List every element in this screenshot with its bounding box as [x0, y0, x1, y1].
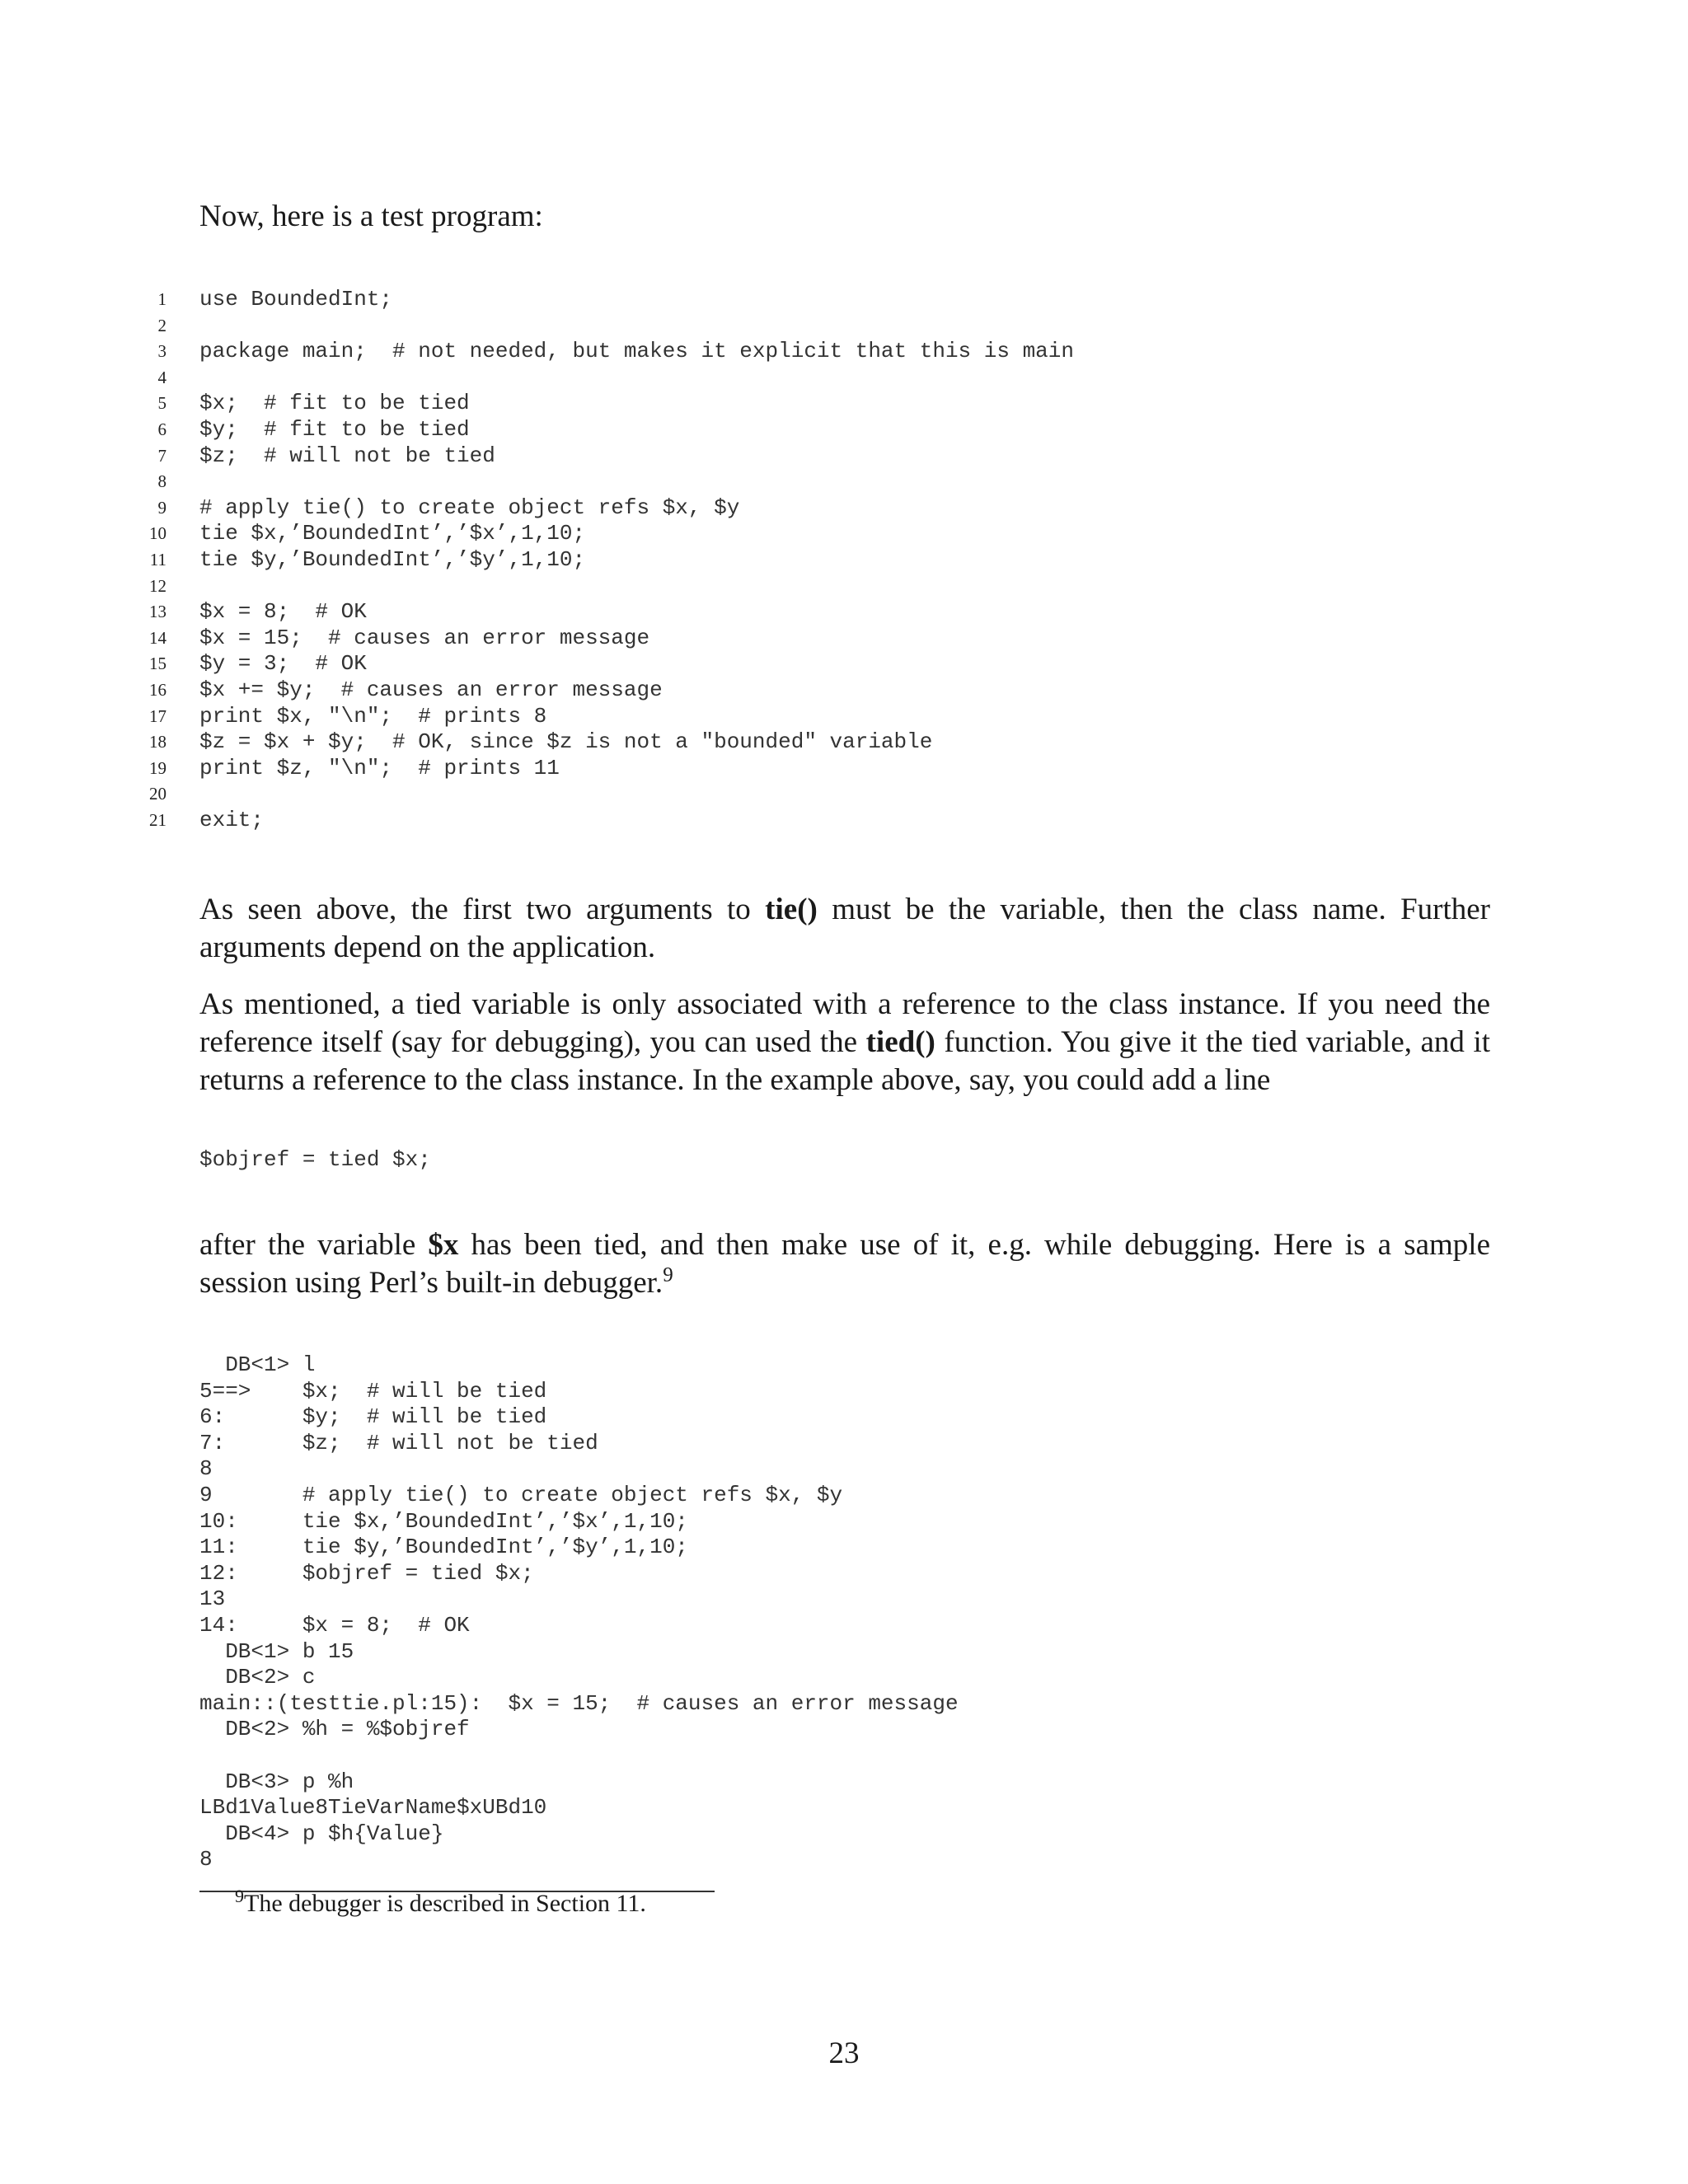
code-text: # apply tie() to create object refs $x, $y: [199, 494, 740, 520]
paragraph-text: must be the variable, then the class name. Further arguments depend on the application.: [199, 893, 1491, 964]
paragraph-text: after the variable: [199, 1228, 429, 1262]
session-line: 6: $y; # will be tied: [199, 1404, 547, 1430]
line-number: 21: [149, 809, 166, 830]
paragraph-text: has been tied, and then make use of it, e.g. while debugging. Here is a sample session using Perl’s built-in debugger.: [199, 1228, 1490, 1300]
line-number: 9: [157, 497, 166, 518]
session-line: 14: $x = 8; # OK: [199, 1612, 470, 1638]
line-number: 14: [149, 627, 166, 648]
session-line: main::(testtie.pl:15): $x = 15; # causes an error message: [199, 1690, 959, 1716]
line-number: 1: [157, 289, 166, 309]
line-number: 17: [149, 705, 166, 726]
line-number: 13: [149, 602, 166, 622]
code-line: [0, 495, 1688, 522]
code-line: [0, 417, 1688, 443]
paragraph-debugger-intro: [199, 1226, 1490, 1302]
code-line: [0, 574, 1688, 600]
line-number: 4: [157, 367, 166, 387]
code-text: $x = 15; # causes an error message: [199, 625, 650, 650]
bold-term: tied(): [865, 1025, 935, 1059]
code-line: [0, 704, 1688, 730]
code-line: [0, 599, 1688, 626]
session-line: 5==> $x; # will be tied: [199, 1378, 547, 1404]
code-line: [0, 547, 1688, 574]
code-objref-line: $objref = tied $x;: [199, 1147, 431, 1172]
code-text: $x += $y; # causes an error message: [199, 677, 663, 702]
code-line: [0, 521, 1688, 547]
code-text: $y; # fit to be tied: [199, 416, 470, 442]
footnote: [235, 1887, 646, 1920]
code-line: [0, 365, 1688, 391]
session-line: LBd1Value8TieVarName$xUBd10: [199, 1795, 547, 1821]
paragraph-tie-arguments: [199, 891, 1490, 967]
paragraph-text: function. You give it the tied variable, and it returns a reference to the class instance. In the example above, say, you could add a line: [199, 1025, 1490, 1097]
line-number: 11: [149, 549, 166, 569]
session-line: 11: tie $y,’BoundedInt’,’$y’,1,10;: [199, 1535, 688, 1560]
session-line: 8: [199, 1456, 213, 1482]
line-number: 16: [149, 679, 166, 700]
footnote-reference[interactable]: 9: [663, 1263, 673, 1286]
code-text: $x = 8; # OK: [199, 599, 367, 625]
code-line: [0, 469, 1688, 495]
code-line: [0, 443, 1688, 470]
session-line: 12: $objref = tied $x;: [199, 1560, 534, 1586]
line-number: 6: [157, 419, 166, 439]
line-number: 19: [149, 757, 166, 778]
session-line: DB<2> %h = %$objref: [199, 1717, 470, 1742]
bold-term: $x: [428, 1228, 459, 1262]
line-number: 10: [149, 523, 166, 544]
line-number: 20: [149, 784, 166, 804]
code-text: use BoundedInt;: [199, 287, 393, 312]
code-text: print $z, "\n"; # prints 11: [199, 755, 560, 780]
code-line: [0, 391, 1688, 417]
session-line: 8: [199, 1847, 213, 1872]
line-number: 18: [149, 732, 166, 752]
session-line: 9 # apply tie() to create object refs $x, $y: [199, 1482, 843, 1507]
line-number: 3: [157, 341, 166, 362]
intro-text: Now, here is a test program:: [199, 199, 543, 233]
session-line: DB<4> p $h{Value}: [199, 1821, 444, 1846]
session-line: [199, 1743, 959, 1769]
footnote-mark: 9: [235, 1886, 244, 1906]
code-text: $y = 3; # OK: [199, 651, 367, 677]
code-text: exit;: [199, 807, 265, 832]
code-line: [0, 651, 1688, 677]
footnote-text: The debugger is described in Section 11.: [244, 1890, 646, 1917]
code-line: [0, 756, 1688, 782]
code-text: $z; # will not be tied: [199, 443, 495, 468]
session-line: 7: $z; # will not be tied: [199, 1430, 598, 1455]
code-text: $z = $x + $y; # OK, since $z is not a "bounded" variable: [199, 729, 933, 755]
code-line: [0, 729, 1688, 756]
paragraph-tied-function: [199, 986, 1490, 1099]
code-line: [0, 808, 1688, 834]
line-number: 12: [149, 575, 166, 596]
session-line: 10: tie $x,’BoundedInt’,’$x’,1,10;: [199, 1508, 688, 1534]
debugger-session: [199, 1352, 959, 1873]
session-line: DB<3> p %h: [199, 1769, 354, 1794]
code-line: [0, 339, 1688, 365]
code-line: [0, 781, 1688, 808]
session-line: DB<2> c: [199, 1665, 316, 1690]
paragraph-text: As seen above, the first two arguments to: [199, 893, 766, 926]
code-line: [0, 287, 1688, 313]
session-line: 13: [199, 1586, 226, 1612]
code-line: [0, 313, 1688, 340]
bold-term: tie(): [765, 893, 818, 926]
line-number: 5: [157, 393, 166, 414]
code-text: tie $y,’BoundedInt’,’$y’,1,10;: [199, 546, 586, 572]
line-number: 2: [157, 315, 166, 335]
code-text: package main; # not needed, but makes it explicit that this is main: [199, 339, 1074, 364]
code-line: [0, 626, 1688, 652]
page-number: 23: [828, 2036, 860, 2070]
code-text: print $x, "\n"; # prints 8: [199, 703, 547, 729]
line-number: 7: [157, 445, 166, 466]
line-number: 15: [149, 654, 166, 674]
session-line: DB<1> l: [199, 1352, 316, 1377]
code-line: [0, 677, 1688, 704]
code-text: tie $x,’BoundedInt’,’$x’,1,10;: [199, 521, 586, 546]
paragraph-text: As mentioned, a tied variable is only associated with a reference to the class instance. If you need the reference itself (say for debugging), you can used the: [199, 987, 1490, 1059]
session-line: DB<1> b 15: [199, 1638, 354, 1664]
code-text: $x; # fit to be tied: [199, 391, 470, 416]
code-listing: [0, 287, 1688, 833]
line-number: 8: [157, 471, 166, 492]
